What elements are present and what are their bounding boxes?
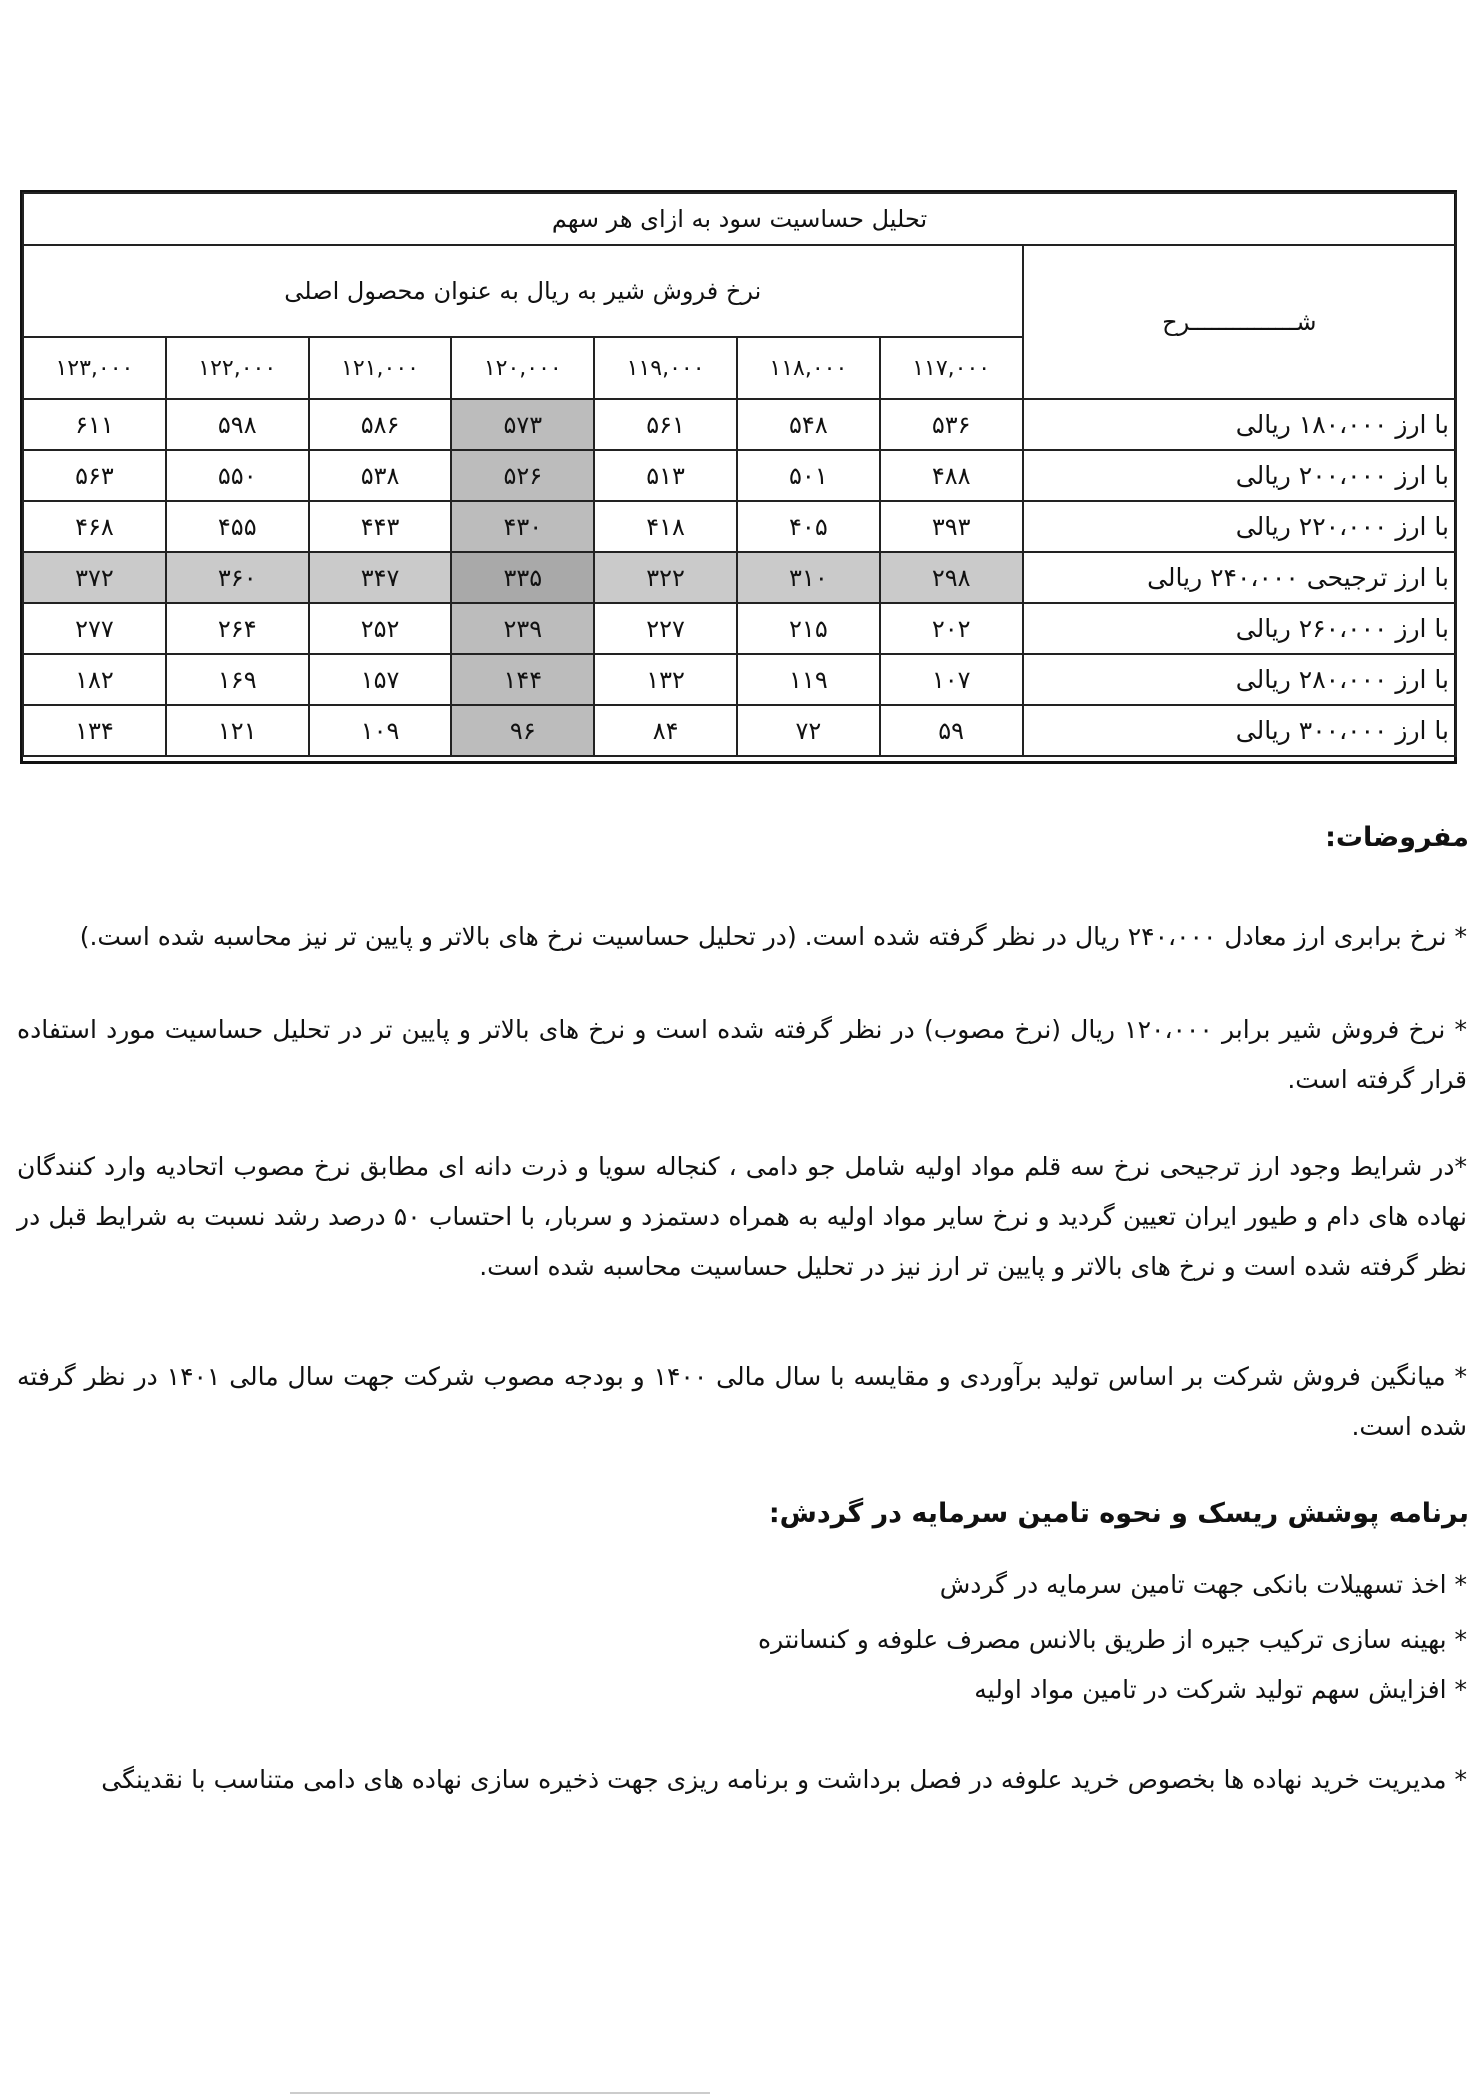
table-cell: ۳۶۰ — [166, 552, 309, 603]
assumption-item: * میانگین فروش شرکت بر اساس تولید برآوردی و مقایسه با سال مالی ۱۴۰۰ و بودجه مصوب شرکت جهت سال مالی ۱۴۰۱ در نظر گرفته شده است. — [17, 1362, 1467, 1441]
table-row — [23, 654, 1456, 705]
table-row — [23, 705, 1456, 756]
price-header: ۱۱۸,۰۰۰ — [737, 337, 880, 399]
table-cell: ۴۸۸ — [880, 450, 1023, 501]
row-label: با ارز ترجیحی ۲۴۰،۰۰۰ ریالی — [1023, 552, 1456, 603]
table-cell: ۳۳۵ — [451, 552, 594, 603]
price-header: ۱۲۲,۰۰۰ — [166, 337, 309, 399]
table-cell: ۳۴۷ — [309, 552, 452, 603]
table-cell: ۹۶ — [451, 705, 594, 756]
table-row — [23, 552, 1456, 603]
risk-item: * اخذ تسهیلات بانکی جهت تامین سرمایه در گردش — [939, 1570, 1467, 1599]
scan-edge-line — [290, 2092, 710, 2094]
risk-item: * مدیریت خرید نهاده ها بخصوص خرید علوفه در فصل برداشت و برنامه ریزی جهت ذخیره سازی نهاده های دامی متناسب با نقدینگی — [101, 1765, 1467, 1794]
table-cell: ۵۴۸ — [737, 399, 880, 450]
table-cell: ۱۴۴ — [451, 654, 594, 705]
table-cell: ۲۶۴ — [166, 603, 309, 654]
table-cell: ۵۳۸ — [309, 450, 452, 501]
price-header: ۱۱۹,۰۰۰ — [594, 337, 737, 399]
table-cell: ۵۸۶ — [309, 399, 452, 450]
price-header: ۱۲۳,۰۰۰ — [23, 337, 166, 399]
table-cell: ۴۵۵ — [166, 501, 309, 552]
table-cell: ۱۵۷ — [309, 654, 452, 705]
table-cell: ۵۹ — [880, 705, 1023, 756]
table-cell: ۴۴۳ — [309, 501, 452, 552]
row-label: با ارز ۱۸۰،۰۰۰ ریالی — [1023, 399, 1456, 450]
table-cell: ۵۵۰ — [166, 450, 309, 501]
table-cell: ۲۳۹ — [451, 603, 594, 654]
table-cell: ۴۰۵ — [737, 501, 880, 552]
table-cell: ۱۲۱ — [166, 705, 309, 756]
table-cell: ۵۶۱ — [594, 399, 737, 450]
row-label: با ارز ۲۶۰،۰۰۰ ریالی — [1023, 603, 1456, 654]
table-cell: ۴۳۰ — [451, 501, 594, 552]
table-cell: ۲۱۵ — [737, 603, 880, 654]
assumption-item: * نرخ فروش شیر برابر ۱۲۰،۰۰۰ ریال (نرخ مصوب) در نظر گرفته شده است و نرخ های بالاتر و پایین تر در تحلیل حساسیت مورد استفاده قرار گرفته است. — [17, 1015, 1468, 1094]
description-header: شـــــــــــــــرح — [1023, 245, 1456, 399]
table-cell: ۵۲۶ — [451, 450, 594, 501]
row-label: با ارز ۲۰۰،۰۰۰ ریالی — [1023, 450, 1456, 501]
assumption-item: * نرخ برابری ارز معادل ۲۴۰،۰۰۰ ریال در نظر گرفته شده است. (در تحلیل حساسیت نرخ های بالاتر و پایین تر نیز محاسبه شده است.) — [79, 922, 1467, 951]
table-row — [23, 603, 1456, 654]
table-cell: ۱۰۹ — [309, 705, 452, 756]
table-cell: ۵۶۳ — [23, 450, 166, 501]
table-cell: ۴۱۸ — [594, 501, 737, 552]
table-cell: ۲۵۲ — [309, 603, 452, 654]
price-header: ۱۱۷,۰۰۰ — [880, 337, 1023, 399]
assumptions-heading: مفروضات: — [1325, 822, 1469, 853]
table-cell: ۸۴ — [594, 705, 737, 756]
price-header: ۱۲۱,۰۰۰ — [309, 337, 452, 399]
table-row — [23, 399, 1456, 450]
table-row — [23, 450, 1456, 501]
table-cell: ۱۶۹ — [166, 654, 309, 705]
table-cell: ۷۲ — [737, 705, 880, 756]
table-cell: ۱۳۴ — [23, 705, 166, 756]
table-cell: ۲۰۲ — [880, 603, 1023, 654]
table-cell: ۲۲۷ — [594, 603, 737, 654]
table-cell: ۵۳۶ — [880, 399, 1023, 450]
row-label: با ارز ۲۲۰،۰۰۰ ریالی — [1023, 501, 1456, 552]
table-cell: ۵۹۸ — [166, 399, 309, 450]
sensitivity-table — [22, 192, 1457, 757]
table-cell: ۱۸۲ — [23, 654, 166, 705]
table-cell: ۶۱۱ — [23, 399, 166, 450]
table-cell: ۳۹۳ — [880, 501, 1023, 552]
table-cell: ۵۰۱ — [737, 450, 880, 501]
table-cell: ۴۶۸ — [23, 501, 166, 552]
assumption-item: *در شرایط وجود ارز ترجیحی نرخ سه قلم مواد اولیه شامل جو دامی ، کنجاله سویا و ذرت دانه ای مطابق نرخ مصوب اتحادیه وارد کنندگان نهاده های دام و طیور ایران تعیین گردید و نرخ سایر مواد اولیه به همراه دستمزد و سربار، با احتساب ۵۰ درصد رشد نسبت به شرایط قبل در نظر گرفته شده است و نرخ های بالاتر و پایین تر ارز نیز در تحلیل حساسیت محاسبه شده است. — [17, 1152, 1467, 1281]
table-cell: ۵۱۳ — [594, 450, 737, 501]
table-cell: ۲۹۸ — [880, 552, 1023, 603]
table-row — [23, 501, 1456, 552]
table-cell: ۱۰۷ — [880, 654, 1023, 705]
table-cell: ۱۳۲ — [594, 654, 737, 705]
table-subtitle: نرخ فروش شیر به ریال به عنوان محصول اصلی — [23, 245, 1023, 337]
table-cell: ۳۱۰ — [737, 552, 880, 603]
price-header: ۱۲۰,۰۰۰ — [451, 337, 594, 399]
risk-program-heading: برنامه پوشش ریسک و نحوه تامین سرمایه در گردش: — [768, 1498, 1469, 1529]
risk-item: * افزایش سهم تولید شرکت در تامین مواد اولیه — [974, 1675, 1467, 1704]
table-cell: ۵۷۳ — [451, 399, 594, 450]
risk-item: * بهینه سازی ترکیب جیره از طریق بالانس مصرف علوفه و کنسانتره — [758, 1625, 1467, 1654]
table-cell: ۱۱۹ — [737, 654, 880, 705]
row-label: با ارز ۲۸۰،۰۰۰ ریالی — [1023, 654, 1456, 705]
table-cell: ۲۷۷ — [23, 603, 166, 654]
table-title: تحلیل حساسیت سود به ازای هر سهم — [23, 193, 1456, 245]
row-label: با ارز ۳۰۰،۰۰۰ ریالی — [1023, 705, 1456, 756]
table-cell: ۳۷۲ — [23, 552, 166, 603]
table-cell: ۳۲۲ — [594, 552, 737, 603]
